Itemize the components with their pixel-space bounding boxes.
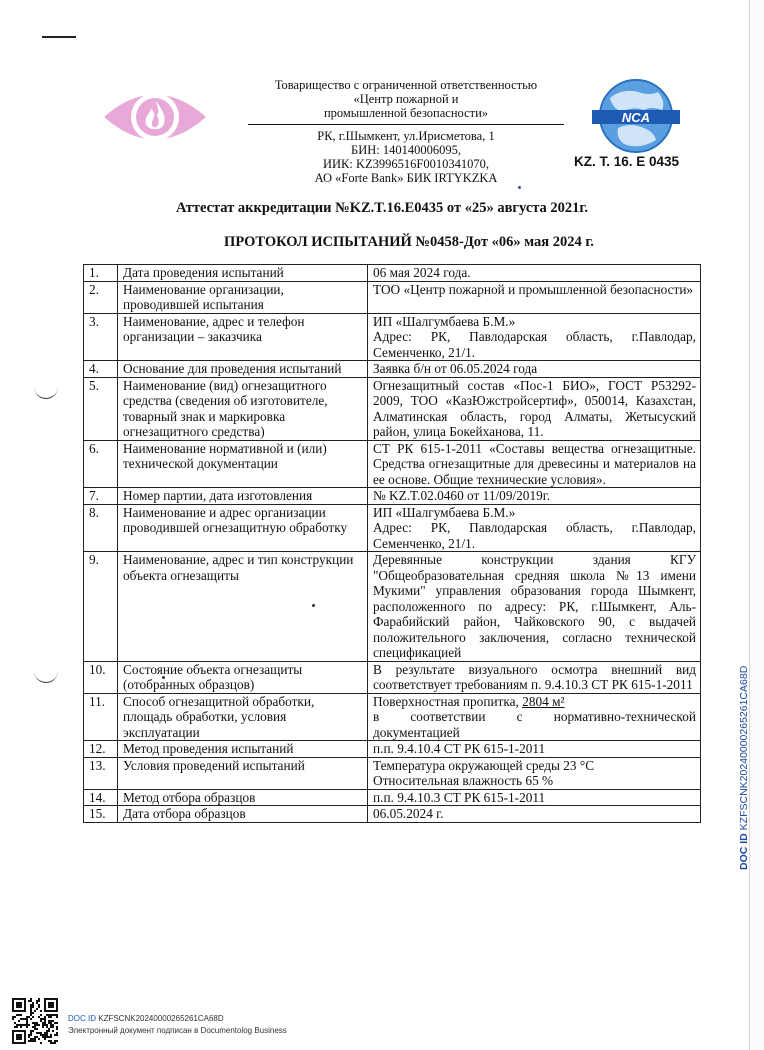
- row-number: 12.: [84, 741, 118, 758]
- table-row: [84, 488, 701, 505]
- row-label: Дата проведения испытаний: [118, 265, 368, 282]
- row-value: ИП «Шалгумбаева Б.М.» Адрес: РК, Павлодарская область, г.Павлодар, Семенченко, 21/1.: [368, 504, 701, 552]
- row-label: Наименование нормативной и (или) технической документации: [118, 440, 368, 488]
- certificate-code: KZ. T. 16. E 0435: [574, 154, 680, 169]
- side-doc-id: [738, 666, 750, 870]
- table-row: [84, 281, 701, 313]
- table-row: [84, 361, 701, 378]
- punch-hole-mark: [34, 670, 58, 683]
- doc-id: [68, 1014, 224, 1023]
- org-bin: БИН: 140140006095,: [351, 143, 461, 157]
- protocol-title: ПРОТОКОЛ ИСПЫТАНИЙ №0458-Дот «06» мая 2024 г.: [224, 234, 594, 250]
- row-value: ИП «Шалгумбаева Б.М.» Адрес: РК, Павлодарская область, г.Павлодар, Семенченко, 21/1.: [368, 313, 701, 361]
- org-address: РК, г.Шымкент, ул.Ирисметова, 1: [317, 129, 495, 143]
- row-label: Наименование, адрес и тип конструкции объекта огнезащиты: [118, 552, 368, 662]
- ink-dot: [518, 186, 521, 189]
- row-number: 6.: [84, 440, 118, 488]
- qr-code: [12, 998, 58, 1044]
- table-row: [84, 313, 701, 361]
- row-label: Условия проведений испытаний: [118, 757, 368, 789]
- row-number: 1.: [84, 265, 118, 282]
- row-value: п.п. 9.4.10.4 СТ РК 615-1-2011: [368, 741, 701, 758]
- row-value: СТ РК 615-1-2011 «Составы вещества огнезащитные. Средства огнезащитные для древесины и материалов на ее основе. Общие технические условия».: [368, 440, 701, 488]
- row-number: 3.: [84, 313, 118, 361]
- table-row: [84, 377, 701, 440]
- organization-header: [248, 78, 564, 185]
- row-label: Состояние объекта огнезащиты (отобранных образцов): [118, 661, 368, 693]
- header-divider: [248, 124, 564, 125]
- row-value: Деревянные конструкции здания КГУ "Общеобразовательная средняя школа №13 имени Мукими" управления образования города Шымкент, расположенного по адресу: РК, г.Шымкент, Аль-Фарабийский район, Чайковского 90, с выдачей положительного заключения, согласно технической спецификацией: [368, 552, 701, 662]
- row-number: 8.: [84, 504, 118, 552]
- nca-logo-text: NCA: [621, 110, 651, 125]
- org-bank: АО «Forte Bank» БИК IRTYKZKA: [314, 171, 498, 185]
- page-edge: [749, 0, 764, 1050]
- esign-notice: Электронный документ подписан в Documentolog Business: [68, 1026, 287, 1035]
- treatment-area: 2804 м²: [522, 693, 565, 709]
- row-value: № KZ.T.02.0460 от 11/09/2019г.: [368, 488, 701, 505]
- org-name-line: Товарищество с ограниченной ответственностью: [274, 78, 538, 92]
- row-number: 7.: [84, 488, 118, 505]
- row-label: Наименование и адрес организации проводившей огнезащитную обработку: [118, 504, 368, 552]
- row-label: Дата отбора образцов: [118, 806, 368, 823]
- row-label: Наименование (вид) огнезащитного средства (сведения об изготовителе, товарный знак и маркировка огнезащитного средства): [118, 377, 368, 440]
- row-number: 4.: [84, 361, 118, 378]
- nca-globe-logo: [588, 76, 684, 156]
- row-number: 13.: [84, 757, 118, 789]
- row-label: Основание для проведения испытаний: [118, 361, 368, 378]
- row-value: п.п. 9.4.10.3 СТ РК 615-1-2011: [368, 789, 701, 806]
- protocol-table: [83, 264, 701, 823]
- org-name-line: «Центр пожарной и: [353, 92, 459, 106]
- table-row: [84, 265, 701, 282]
- row-number: 11.: [84, 693, 118, 741]
- row-value: 06.05.2024 г.: [368, 806, 701, 823]
- row-label: Наименование, адрес и телефон организации – заказчика: [118, 313, 368, 361]
- table-row: [84, 789, 701, 806]
- row-number: 5.: [84, 377, 118, 440]
- doc-id-label: DOC ID: [68, 1014, 96, 1023]
- row-number: 2.: [84, 281, 118, 313]
- table-row: [84, 741, 701, 758]
- row-value: 06 мая 2024 года.: [368, 265, 701, 282]
- table-row: [84, 552, 701, 662]
- org-iik: ИИК: KZ3996516F0010341070,: [323, 157, 489, 171]
- row-value: Температура окружающей среды 23 °С Относительная влажность 65 %: [368, 757, 701, 789]
- row-label: Способ огнезащитной обработки, площадь обработки, условия эксплуатации: [118, 693, 368, 741]
- row-number: 9.: [84, 552, 118, 662]
- row-number: 10.: [84, 661, 118, 693]
- side-doc-id-label: DOC ID: [738, 833, 750, 870]
- row-value-part: в соответствии с нормативно-технической документацией: [373, 709, 696, 740]
- row-value: Огнезащитный состав «Пос-1 БИО», ГОСТ Р53292-2009, ТОО «КазЮжстройсертиф», 050014, Казахстан, Алматинская область, город Алматы, Жетысуский район, улица Бокейханова, 11.: [368, 377, 701, 440]
- row-number: 15.: [84, 806, 118, 823]
- punch-hole-mark: [34, 386, 58, 399]
- row-label: Метод проведения испытаний: [118, 741, 368, 758]
- table-row: [84, 440, 701, 488]
- row-label: Наименование организации, проводившей испытания: [118, 281, 368, 313]
- side-doc-id-value: KZFSCNK20240000265261CA68D: [738, 665, 750, 831]
- row-value: ТОО «Центр пожарной и промышленной безопасности»: [368, 281, 701, 313]
- table-row: [84, 504, 701, 552]
- row-label: Номер партии, дата изготовления: [118, 488, 368, 505]
- row-value: [368, 693, 701, 741]
- accreditation-title: Аттестат аккредитации №KZ.T.16.E0435 от «25» августа 2021г.: [175, 200, 589, 216]
- protocol-table-body: [84, 265, 701, 823]
- row-value: В результате визуального осмотра внешний вид соответствует требованиям п. 9.4.10.3 СТ РК 615-1-2011: [368, 661, 701, 693]
- fire-eye-logo: [100, 86, 210, 148]
- doc-id-value: KZFSCNK20240000265261CA68D: [98, 1014, 224, 1023]
- row-value: Заявка б/н от 06.05.2024 года: [368, 361, 701, 378]
- table-row: [84, 693, 701, 741]
- row-label: Метод отбора образцов: [118, 789, 368, 806]
- table-row: [84, 757, 701, 789]
- row-number: 14.: [84, 789, 118, 806]
- org-name-line: промышленной безопасности»: [323, 106, 489, 120]
- row-value-part: Поверхностная пропитка,: [373, 693, 523, 709]
- table-row: [84, 806, 701, 823]
- corner-mark: [42, 36, 76, 38]
- table-row: [84, 661, 701, 693]
